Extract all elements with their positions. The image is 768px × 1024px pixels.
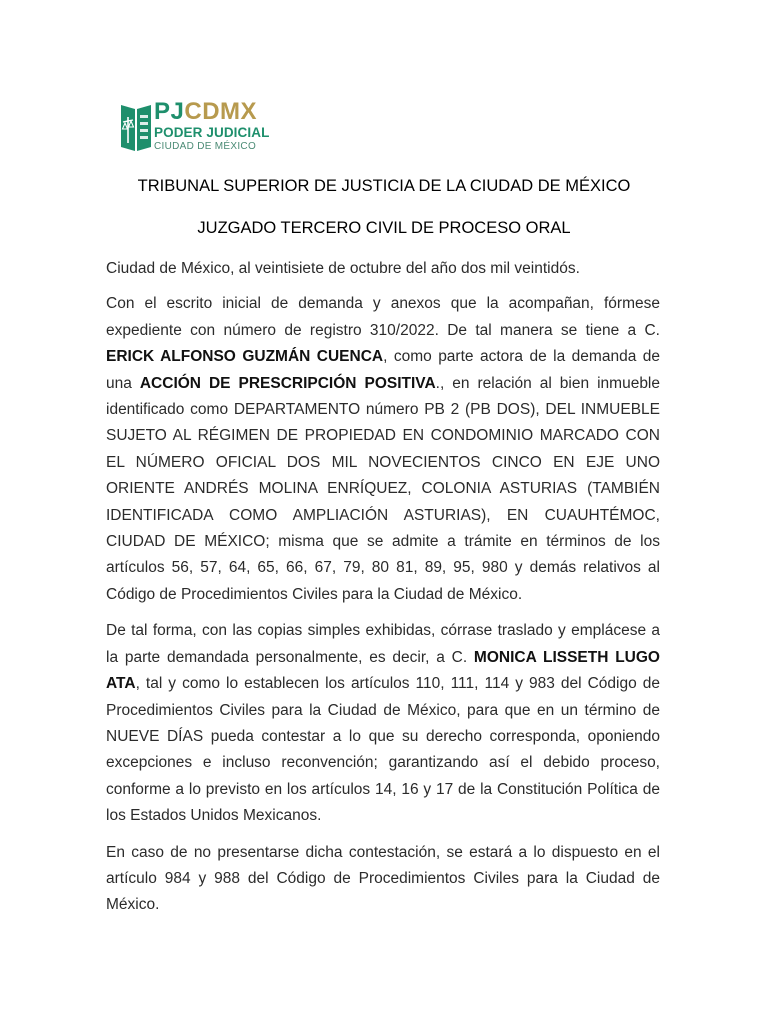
paragraph-summons-text-2: , tal y como lo establecen los artículos 110, 111, 114 y 983 del Código de Procedimientos Civiles para la Ciudad de México, para que en un término de NUEVE DÍAS pueda contestar a lo que su derecho corresponda, oponiendo excepciones e incluso reconvención; garantizando así el debido proceso, conforme a lo previsto en los artículos 14, 16 y 17 de la Constitución Política de los Estados Unidos Mexicanos. [106,675,660,825]
defendant-name: MONICA LISSETH LUGO ATA [106,648,660,693]
paragraph-admission-text-1: Con el escrito inicial de demanda y anexos que la acompañan, fórmese expediente con número de registro 310/2022. De tal manera se tiene a C. [106,295,660,339]
chamber-heading: JUZGADO TERCERO CIVIL DE PROCESO ORAL [197,219,571,237]
court-heading: TRIBUNAL SUPERIOR DE JUSTICIA DE LA CIUDAD DE MÉXICO [137,177,631,195]
paragraph-default [106,840,660,919]
paragraph-summons-text-1: De tal forma, con las copias simples exhibidas, córrase traslado y emplácese a la parte demandada personalmente, es decir, a C. [106,622,660,666]
date-line: Ciudad de México, al veintisiete de octubre del año dos mil veintidós. [106,260,580,277]
paragraph-admission [106,291,660,608]
plaintiff-name: ERICK ALFONSO GUZMÁN CUENCA [106,348,384,366]
logo-acronym-cdmx: CDMX [184,98,258,125]
logo-acronym [154,99,257,125]
paragraph-admission-text-2: , como parte actora de la demanda de una [106,348,660,392]
legal-action-name: ACCIÓN DE PRESCRIPCIÓN POSITIVA [139,374,436,392]
paragraph-admission-text-3: ., en relación al bien inmueble identificado como DEPARTAMENTO número PB 2 (PB DOS), DEL INMUEBLE SUJETO AL RÉGIMEN DE PROPIEDAD EN CONDOMINIO MARCADO CON EL NÚMERO OFICIAL DOS MIL NOVECIENTOS CINCO EN EJE UNO ORIENTE ANDRÉS MOLINA ENRÍQUEZ, COLONIA ASTURIAS (TAMBIÉN IDENTIFICADA COMO AMPLIACIÓN ASTURIAS), EN CUAUHTÉMOC, CIUDAD DE MÉXICO; misma que se admite a trámite en términos de los artículos 56, 57, 64, 65, 66, 67, 79, 80 81, 89, 95, 980 y demás relativos al Código de Procedimientos Civiles para la Ciudad de México. [106,374,661,603]
scales-of-justice-emblem-icon [121,103,151,153]
pjcdmx-logo [121,98,270,155]
paragraph-default-text: En caso de no presentarse dicha contestación, se estará a lo dispuesto en el artículo 984 y 988 del Código de Procedimientos Civiles para la Ciudad de México. [106,843,660,914]
logo-acronym-pj: PJ [154,98,185,125]
logo-subtitle: CIUDAD DE MÉXICO [154,141,257,152]
document-body [106,256,660,929]
logo-name: PODER JUDICIAL [154,125,270,140]
paragraph-summons [106,618,660,829]
